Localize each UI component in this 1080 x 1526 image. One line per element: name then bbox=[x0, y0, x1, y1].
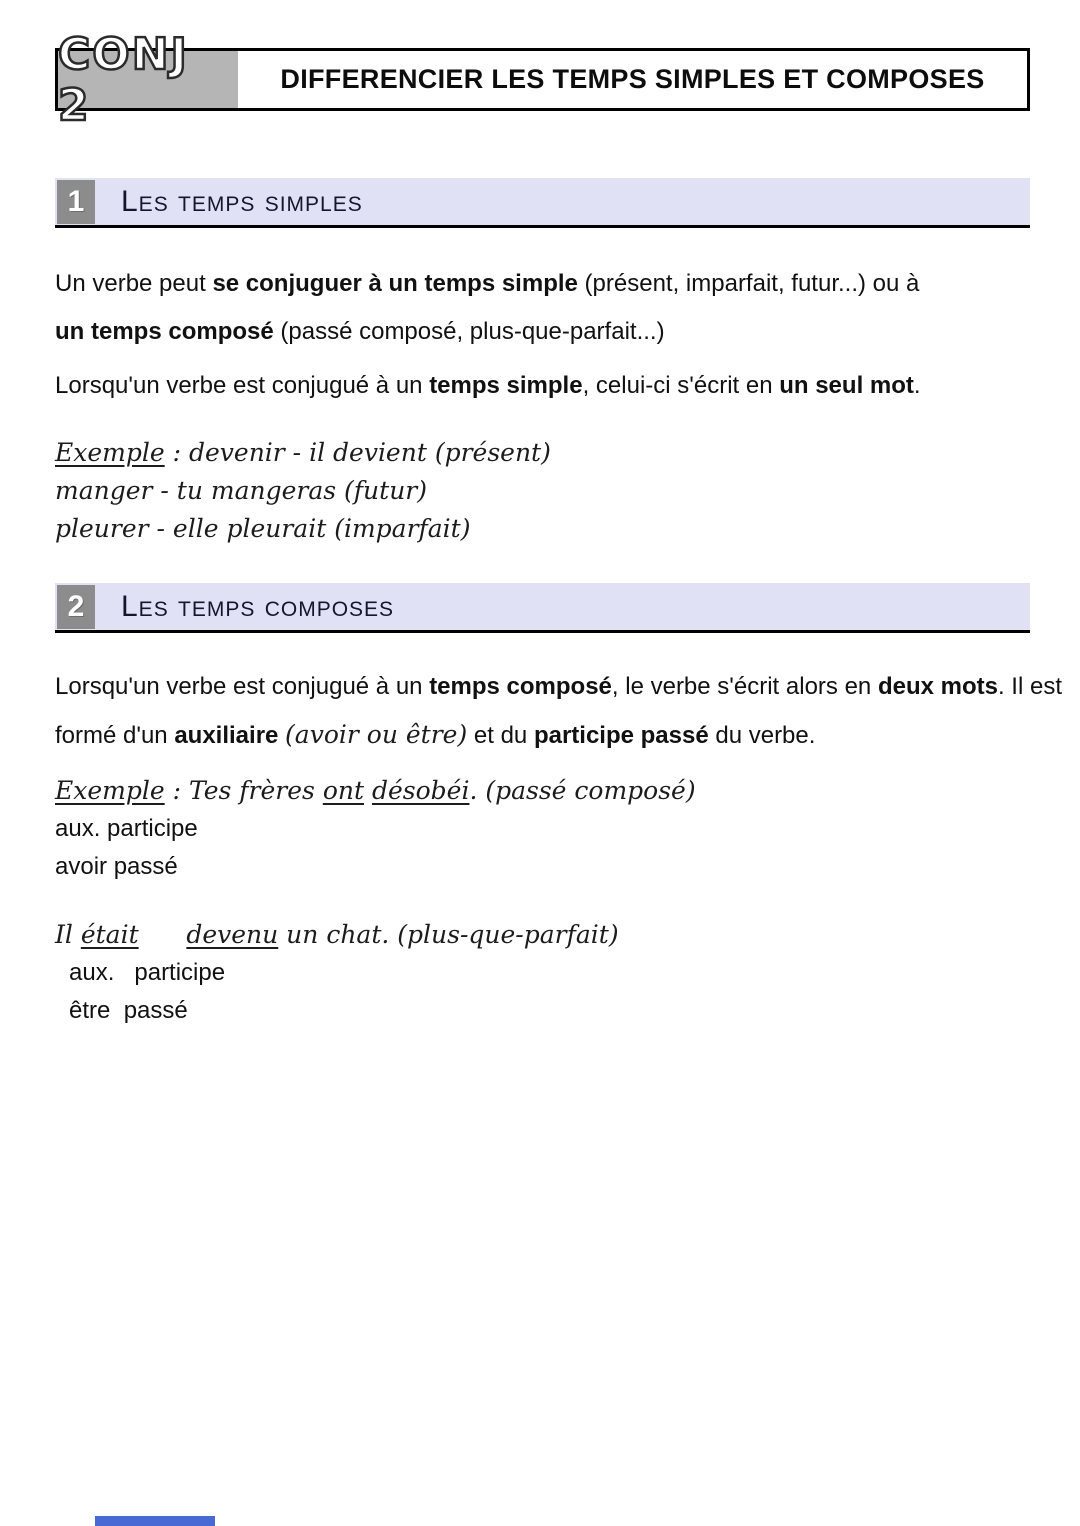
text-segment: . Il est bbox=[997, 673, 1062, 700]
text-segment: temps simple bbox=[429, 372, 583, 399]
text-line bbox=[55, 916, 1030, 954]
lesson-title: DIFFERENCIER LES TEMPS SIMPLES ET COMPOSES bbox=[280, 64, 985, 94]
text-line bbox=[55, 362, 1030, 410]
section1-title: Les temps simples bbox=[121, 184, 363, 218]
text-segment: (avoir ou être) bbox=[285, 720, 468, 749]
text-segment: : Tes frères bbox=[164, 776, 323, 805]
example-passe-compose bbox=[55, 772, 1030, 810]
text-segment: était bbox=[80, 920, 139, 949]
text-segment: , le verbe s'écrit alors en bbox=[611, 673, 878, 700]
label-aux-participe: aux. participe bbox=[55, 815, 198, 842]
text-segment: Exemple bbox=[55, 438, 165, 467]
text-segment: se conjuguer à un temps simple bbox=[212, 270, 578, 297]
text-segment: : devenir - il devient (présent) bbox=[164, 438, 551, 467]
text-segment: temps composé bbox=[429, 673, 612, 700]
text-segment: Un verbe peut bbox=[55, 270, 213, 297]
text-line bbox=[55, 434, 1030, 472]
section2-title: Les temps composes bbox=[121, 589, 395, 623]
text-segment bbox=[364, 776, 372, 805]
text-segment: participe passé bbox=[533, 722, 709, 749]
text-segment: un seul mot bbox=[779, 372, 914, 399]
text-line bbox=[55, 772, 1030, 810]
text-segment: un temps composé bbox=[55, 318, 274, 345]
text-line bbox=[55, 308, 1030, 356]
paragraph-simple-tense-rule bbox=[55, 362, 1030, 410]
text-segment: , celui-ci s'écrit en bbox=[582, 372, 780, 399]
label-etre-passe: être passé bbox=[69, 997, 188, 1024]
text-segment: un chat. (plus-que-parfait) bbox=[278, 920, 619, 949]
text-segment bbox=[139, 920, 187, 949]
lesson-code-badge bbox=[58, 28, 238, 131]
example-simple-tenses bbox=[55, 434, 1030, 548]
text-segment: Lorsqu'un verbe est conjugué à un bbox=[55, 673, 430, 700]
text-segment: pleurer - elle pleurait (imparfait) bbox=[55, 514, 471, 543]
text-segment: . (passé composé) bbox=[469, 776, 696, 805]
example-plus-que-parfait bbox=[55, 916, 1030, 954]
text-segment: . bbox=[913, 372, 921, 399]
text-line bbox=[55, 663, 1062, 711]
text-segment: ont bbox=[322, 776, 365, 805]
text-segment: (passé composé, plus-que-parfait...) bbox=[273, 318, 665, 345]
text-segment: formé d'un bbox=[55, 722, 175, 749]
text-segment: Exemple bbox=[55, 776, 165, 805]
text-segment: devenu bbox=[186, 920, 279, 949]
label-avoir-passe: avoir passé bbox=[55, 853, 178, 880]
lesson-header bbox=[55, 28, 1030, 131]
text-segment: manger - tu mangeras (futur) bbox=[55, 476, 427, 505]
text-segment: auxiliaire bbox=[174, 722, 279, 749]
section1-number-badge: 1 bbox=[57, 180, 95, 224]
paragraph-intro bbox=[55, 260, 1030, 356]
lesson-code-text: CONJ 2 bbox=[58, 28, 189, 131]
text-segment: désobéi bbox=[371, 776, 470, 805]
text-segment: (présent, imparfait, futur...) ou à bbox=[577, 270, 920, 297]
text-line bbox=[55, 260, 1030, 308]
text-segment: Il bbox=[55, 920, 81, 949]
section2-number-badge: 2 bbox=[57, 585, 95, 629]
text-segment: du verbe. bbox=[708, 722, 816, 749]
footer-bar bbox=[95, 1516, 215, 1526]
paragraph-compound-tense-rule bbox=[55, 663, 1062, 760]
text-line bbox=[55, 510, 1030, 548]
text-line bbox=[55, 711, 1030, 760]
text-segment: et du bbox=[467, 722, 534, 749]
text-line bbox=[55, 472, 1030, 510]
label-aux-participe-2: aux. participe bbox=[69, 959, 226, 986]
text-segment: Lorsqu'un verbe est conjugué à un bbox=[55, 372, 430, 399]
section1-header bbox=[55, 178, 1030, 228]
section2-header bbox=[55, 583, 1030, 633]
text-segment: deux mots bbox=[877, 673, 998, 700]
